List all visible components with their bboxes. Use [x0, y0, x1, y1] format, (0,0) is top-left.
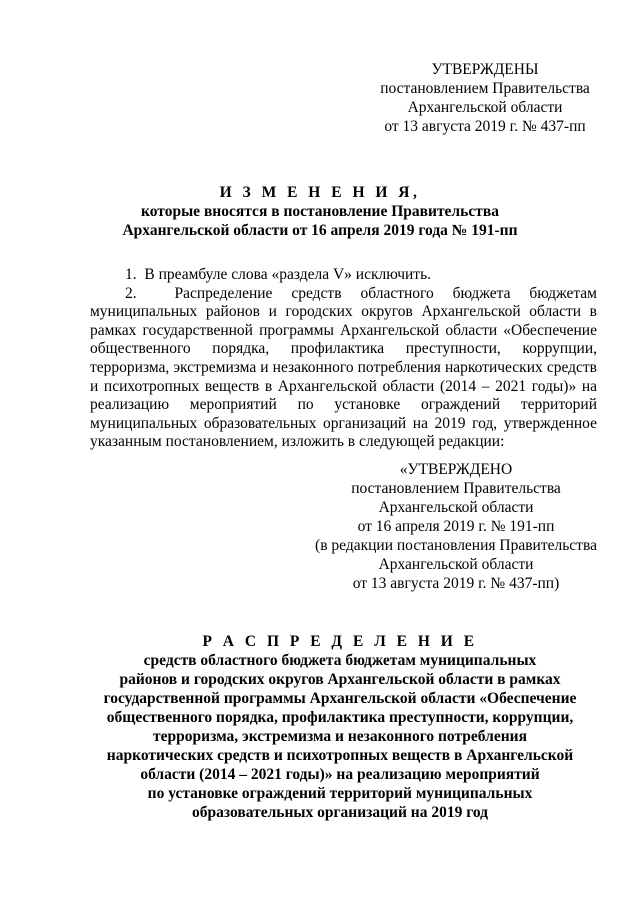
approved-line: «УТВЕРЖДЕНО: [399, 461, 513, 478]
change-item-1: 1. В преамбуле слова «раздела V» исключить.: [125, 266, 432, 283]
distribution-line: области (2014 – 2021 годы)» на реализацию мероприятий: [140, 766, 540, 783]
approval-line: УТВЕРЖДЕНЫ: [431, 61, 539, 78]
change-item-2: 2. Распределение средств областного бюджета бюджетам муниципальных районов и городских округов Архангельской области в рамках государственной программы Архангельской области «Обеспечение общественного порядка, профилактика преступности, коррупции, терроризма, экстремизма и незаконного потребления наркотических средств и психотропных веществ в Архангельской области (2014 – 2021 годы)» на реализацию мероприятий по установке ограждений территорий муниципальных образовательных организаций на 2019 год, утвержденное указанным постановлением, изложить в следующей редакции:: [90, 284, 597, 451]
approved-line: (в редакции постановления Правительства: [315, 537, 597, 554]
approved-line: от 13 августа 2019 г. № 437-пп): [352, 575, 560, 592]
approved-line: от 16 апреля 2019 г. № 191-пп: [357, 518, 555, 535]
changes-body: [90, 266, 597, 452]
changes-subtitle-line: которые вносятся в постановление Правительства: [141, 203, 499, 220]
distribution-line: по установке ограждений территорий муниципальных: [147, 785, 533, 802]
distribution-line: средств областного бюджета бюджетам муниципальных: [143, 652, 537, 669]
approved-line: Архангельской области: [378, 499, 534, 516]
approval-line: от 13 августа 2019 г. № 437-пп: [384, 118, 586, 135]
distribution-line: государственной программы Архангельской области «Обеспечение: [103, 690, 577, 707]
changes-heading: И З М Е Н Е Н И Я,: [219, 184, 421, 201]
changes-subtitle-line: Архангельской области от 16 апреля 2019 года № 191-пп: [122, 222, 518, 239]
distribution-line: терроризма, экстремизма и незаконного потребления: [153, 728, 527, 745]
distribution-title: [90, 632, 590, 822]
approval-line: Архангельской области: [407, 99, 563, 116]
distribution-line: общественного порядка, профилактика преступности, коррупции,: [106, 709, 574, 726]
distribution-line: наркотических средств и психотропных веществ в Архангельской: [106, 747, 574, 764]
distribution-line: образовательных организаций на 2019 год: [191, 804, 489, 821]
changes-title: [100, 183, 540, 240]
approval-stamp: [360, 60, 610, 136]
distribution-line: районов и городских округов Архангельской области в рамках: [119, 671, 561, 688]
approved-line: постановлением Правительства: [351, 480, 561, 497]
distribution-heading: Р А С П Р Е Д Е Л Е Н И Е: [202, 633, 478, 650]
approval-line: постановлением Правительства: [380, 80, 590, 97]
approved-block: [300, 460, 612, 593]
approved-line: Архангельской области: [378, 556, 534, 573]
